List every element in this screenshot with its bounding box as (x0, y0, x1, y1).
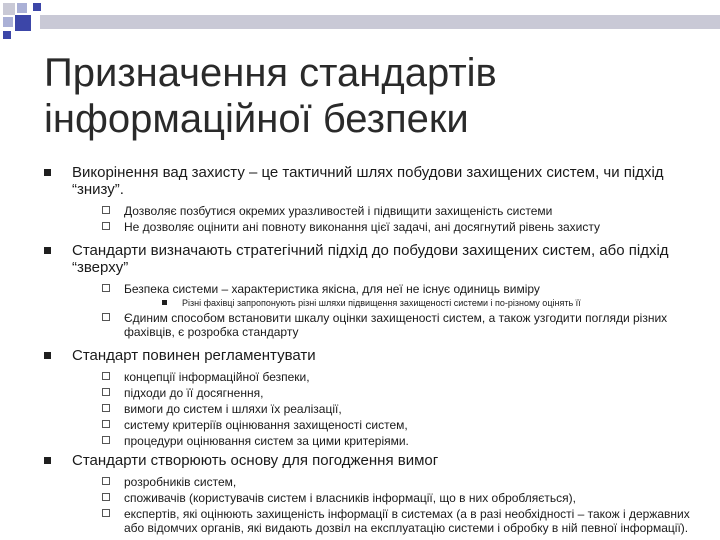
deco-square (3, 17, 13, 27)
sub-bullet-text: процедури оцінювання систем за цими критеріями. (124, 434, 409, 448)
square-bullet-icon (44, 169, 51, 176)
sub-bullet-item (102, 220, 694, 234)
hollow-square-bullet-icon (102, 284, 110, 292)
hollow-square-bullet-icon (102, 436, 110, 444)
deco-square (33, 3, 41, 11)
hollow-square-bullet-icon (102, 313, 110, 321)
sub-bullet-text: систему критеріїв оцінювання захищеності систем, (124, 418, 408, 432)
bullet-item (44, 242, 694, 276)
hollow-square-bullet-icon (102, 206, 110, 214)
deco-square (17, 3, 27, 13)
sub-sub-bullet-text: Різні фахівці запропонують різні шляхи підвищення захищеності системи і по-різному оцінять її (182, 298, 581, 308)
bullet-text: Стандарти створюють основу для погодження вимог (72, 452, 439, 469)
hollow-square-bullet-icon (102, 477, 110, 485)
slide-content (44, 158, 694, 535)
square-bullet-icon (44, 457, 51, 464)
sub-bullet-text: споживачів (користувачів систем і власників інформації, що в них обробляється), (124, 491, 576, 505)
square-bullet-icon (162, 300, 167, 305)
sub-sub-bullet-item (162, 297, 694, 309)
sub-bullet-item (102, 402, 694, 416)
sub-bullet-item (102, 370, 694, 384)
header-bar (40, 15, 720, 29)
sub-bullet-item (102, 434, 694, 448)
sub-bullet-item (102, 507, 694, 535)
sub-bullet-text: вимоги до систем і шляхи їх реалізації, (124, 402, 342, 416)
hollow-square-bullet-icon (102, 388, 110, 396)
hollow-square-bullet-icon (102, 420, 110, 428)
sub-bullet-item (102, 204, 694, 218)
sub-bullet-text: Безпека системи – характеристика якісна, для неї не існує одиниць виміру (124, 282, 540, 296)
sub-bullet-text: підходи до її досягнення, (124, 386, 264, 400)
bullet-item (44, 347, 694, 364)
square-bullet-icon (44, 247, 51, 254)
bullet-text: Викорінення вад захисту – це тактичний шлях побудови захищених систем, чи підхід “знизу”. (72, 164, 664, 198)
deco-square (3, 31, 11, 39)
sub-bullet-text: експертів, які оцінюють захищеність інформації в системах (а в разі необхідності – також і державних або відомчих органів, які видають дозвіл на експлуатацію системи і обробку в ній певної інформації). (124, 507, 690, 535)
sub-bullet-text: Єдиним способом встановити шкалу оцінки захищеності систем, а також узгодити погляди різних фахівців, є розробка стандарту (124, 311, 668, 339)
sub-bullet-text: концепції інформаційної безпеки, (124, 370, 310, 384)
bullet-item (44, 164, 694, 198)
sub-bullet-item (102, 418, 694, 432)
bullet-text: Стандарти визначають стратегічний підхід до побудови захищених систем, або підхід “зверху” (72, 242, 669, 276)
sub-bullet-item (102, 311, 694, 339)
hollow-square-bullet-icon (102, 404, 110, 412)
hollow-square-bullet-icon (102, 222, 110, 230)
sub-bullet-item (102, 386, 694, 400)
sub-bullet-item (102, 282, 694, 296)
sub-bullet-text: розробників систем, (124, 475, 237, 489)
hollow-square-bullet-icon (102, 509, 110, 517)
header-decoration (0, 0, 720, 40)
sub-bullet-item (102, 475, 694, 489)
sub-bullet-text: Дозволяє позбутися окремих уразливостей і підвищити захищеність системи (124, 204, 553, 218)
hollow-square-bullet-icon (102, 372, 110, 380)
sub-bullet-text: Не дозволяє оцінити ані повноту виконання цієї задачі, ані досягнутий рівень захисту (124, 220, 600, 234)
deco-square (3, 3, 15, 15)
sub-bullet-item (102, 491, 694, 505)
deco-square (15, 15, 31, 31)
bullet-item (44, 452, 694, 469)
slide-title: Призначення стандартів інформаційної безпеки (44, 51, 497, 141)
bullet-text: Стандарт повинен регламентувати (72, 347, 316, 364)
hollow-square-bullet-icon (102, 493, 110, 501)
square-bullet-icon (44, 352, 51, 359)
